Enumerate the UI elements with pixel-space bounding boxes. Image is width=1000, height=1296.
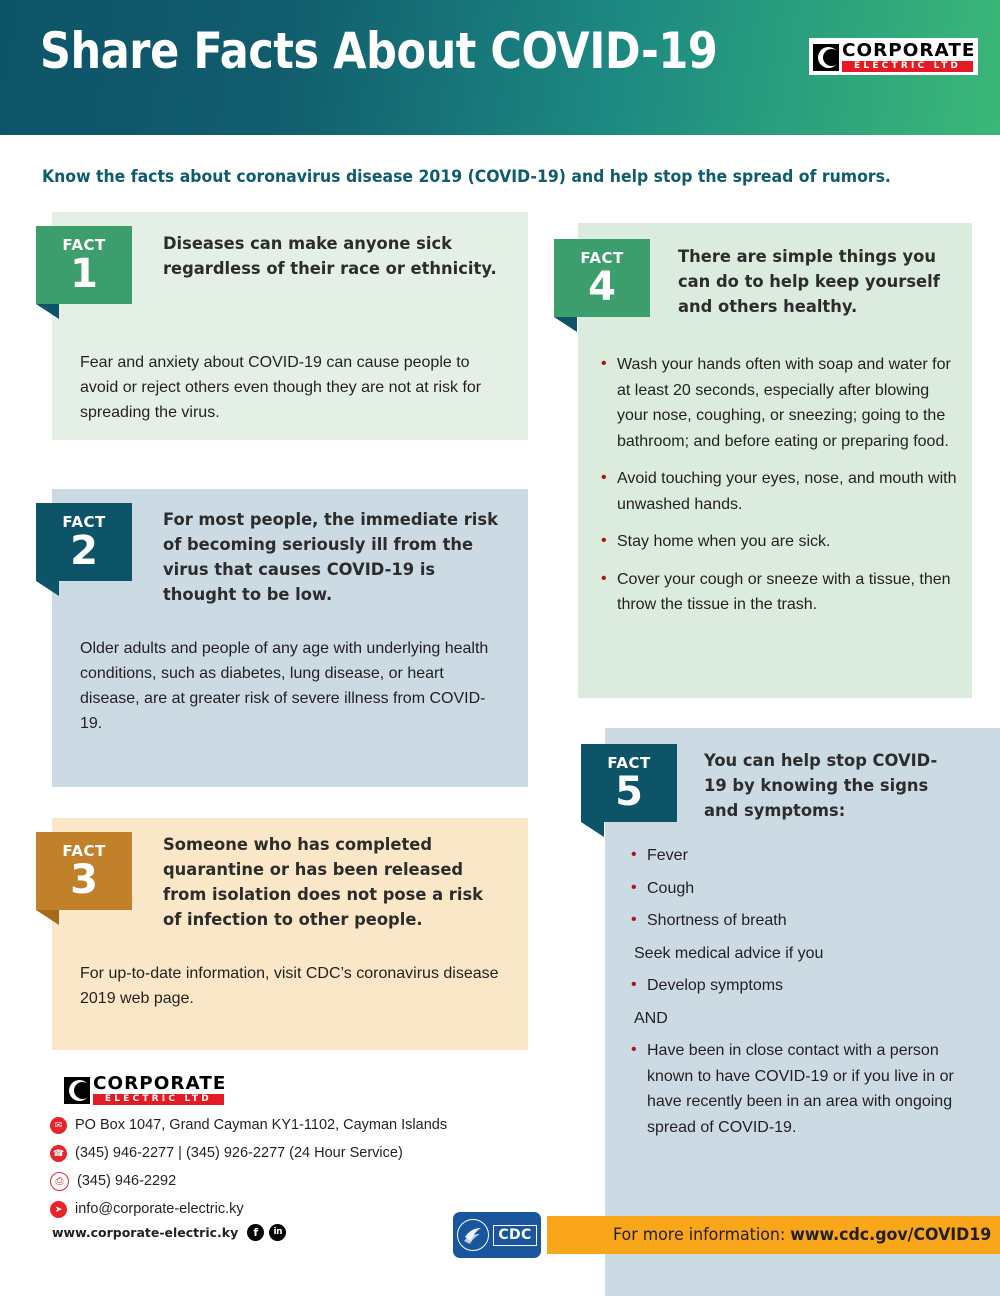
contact-address: PO Box 1047, Grand Cayman KY1-1102, Cayman Islands bbox=[75, 1117, 448, 1133]
list-item: • Fever bbox=[630, 843, 970, 869]
contact-row-address bbox=[50, 1113, 447, 1137]
fact-badge-label-2: FACT bbox=[62, 513, 106, 531]
fact-body-2: Older adults and people of any age with underlying health conditions, such as diabetes, lung disease, or heart disease, are at greater risk of severe illness from COVID-19. bbox=[80, 640, 489, 732]
fact-badge-5 bbox=[581, 744, 677, 822]
logo-word-corporate: CORPORATE bbox=[842, 40, 976, 61]
fact-badge-label-5: FACT bbox=[607, 754, 651, 772]
list-item: • Wash your hands often with soap and water for at least 20 seconds, especially after blowing your nose, coughing, or sneezing; going to the bathroom; and before eating or preparing food. bbox=[600, 352, 960, 454]
cdc-info-bar bbox=[547, 1216, 1000, 1254]
fact-badge-number-5: 5 bbox=[615, 769, 643, 815]
fact-heading-1: Diseases can make anyone sick regardless of their race or ethnicity. bbox=[163, 234, 497, 279]
contact-row-email[interactable] bbox=[50, 1197, 447, 1221]
list-item: • Stay home when you are sick. bbox=[600, 529, 960, 555]
fact-badge-4 bbox=[554, 239, 650, 317]
list-item: • Develop symptoms bbox=[630, 973, 970, 999]
badge-fold-3 bbox=[36, 910, 59, 925]
fact-heading-4: There are simple things you can do to help keep yourself and others healthy. bbox=[678, 247, 940, 317]
list-item: • Avoid touching your eyes, nose, and mouth with unwashed hands. bbox=[600, 466, 960, 517]
list-item: • Shortness of breath bbox=[630, 908, 970, 934]
contact-row-fax bbox=[50, 1169, 447, 1193]
fact-badge-number-4: 4 bbox=[588, 264, 616, 310]
phone-icon: ☎ bbox=[50, 1145, 67, 1162]
corporate-electric-logo-footer bbox=[60, 1071, 229, 1109]
cdc-bar-prefix: For more information: bbox=[613, 1225, 791, 1245]
linkedin-icon[interactable]: in bbox=[269, 1224, 286, 1241]
fact-body-3: For up-to-date information, visit CDC’s coronavirus disease 2019 web page. bbox=[80, 965, 499, 1007]
logo-word-corporate-footer: CORPORATE bbox=[93, 1073, 227, 1094]
page-header bbox=[0, 0, 1000, 135]
page-title: Share Facts About COVID-19 bbox=[40, 22, 718, 80]
badge-fold-2 bbox=[36, 581, 59, 596]
corporate-c-mark-icon-footer bbox=[64, 1077, 90, 1104]
cursor-icon: ➤ bbox=[50, 1201, 67, 1218]
badge-fold-4 bbox=[554, 317, 577, 332]
list-item: AND bbox=[634, 1009, 668, 1027]
website-url[interactable]: www.corporate-electric.ky bbox=[52, 1224, 239, 1240]
fact-badge-label-3: FACT bbox=[62, 842, 106, 860]
logo-word-electric-ltd-footer: ELECTRIC LTD bbox=[93, 1094, 224, 1105]
cdc-wordmark: CDC bbox=[493, 1225, 536, 1246]
fact-heading-3: Someone who has completed quarantine or has been released from isolation does not pose a risk of infection to other people. bbox=[163, 835, 484, 930]
fact-badge-1 bbox=[36, 226, 132, 304]
contact-email[interactable]: info@corporate-electric.ky bbox=[75, 1201, 244, 1217]
contact-row-phone[interactable] bbox=[50, 1141, 447, 1165]
corporate-electric-logo-header bbox=[809, 38, 978, 76]
hhs-seal-icon bbox=[457, 1219, 489, 1251]
fact-badge-number-1: 1 bbox=[70, 251, 98, 297]
fact-bullets-4 bbox=[600, 352, 960, 630]
fax-icon: ⎙ bbox=[50, 1172, 69, 1191]
facebook-icon[interactable]: f bbox=[247, 1224, 264, 1241]
fact-heading-5: You can help stop COVID-19 by knowing the signs and symptoms: bbox=[704, 751, 938, 821]
fact-body-1: Fear and anxiety about COVID-19 can cause people to avoid or reject others even though they are not at risk for spreading the virus. bbox=[80, 354, 482, 421]
list-item: • Have been in close contact with a person known to have COVID-19 or if you live in or have recently been in an area with ongoing spread of COVID-19. bbox=[630, 1038, 970, 1140]
list-item: Seek medical advice if you bbox=[634, 944, 824, 962]
contact-fax: (345) 946-2292 bbox=[77, 1173, 177, 1189]
badge-fold-1 bbox=[36, 304, 59, 319]
fact-bullets-5 bbox=[630, 843, 970, 1152]
logo-word-electric-ltd: ELECTRIC LTD bbox=[842, 61, 973, 72]
badge-fold-5 bbox=[581, 822, 604, 837]
cdc-bar-text bbox=[613, 1224, 991, 1246]
fact-badge-number-3: 3 bbox=[70, 857, 98, 903]
contact-list bbox=[50, 1113, 447, 1225]
website-social-row bbox=[52, 1224, 291, 1241]
cdc-url[interactable]: www.cdc.gov/COVID19 bbox=[790, 1225, 992, 1245]
list-item: • Cough bbox=[630, 876, 970, 902]
subtitle: Know the facts about coronavirus disease 2019 (COVID-19) and help stop the spread of rumors. bbox=[42, 167, 891, 186]
contact-phone[interactable]: (345) 946-2277 | (345) 926-2277 (24 Hour Service) bbox=[75, 1145, 403, 1161]
envelope-icon: ✉ bbox=[50, 1117, 67, 1134]
fact-badge-3 bbox=[36, 832, 132, 910]
fact-heading-2: For most people, the immediate risk of becoming seriously ill from the virus that causes COVID-19 is thought to be low. bbox=[163, 510, 498, 605]
fact-badge-number-2: 2 bbox=[70, 528, 98, 574]
list-item: • Cover your cough or sneeze with a tissue, then throw the tissue in the trash. bbox=[600, 567, 960, 618]
fact-badge-label-4: FACT bbox=[580, 249, 624, 267]
fact-badge-2 bbox=[36, 503, 132, 581]
fact-badge-label-1: FACT bbox=[62, 236, 106, 254]
cdc-hhs-logo bbox=[453, 1212, 541, 1258]
corporate-c-mark-icon bbox=[813, 44, 839, 71]
